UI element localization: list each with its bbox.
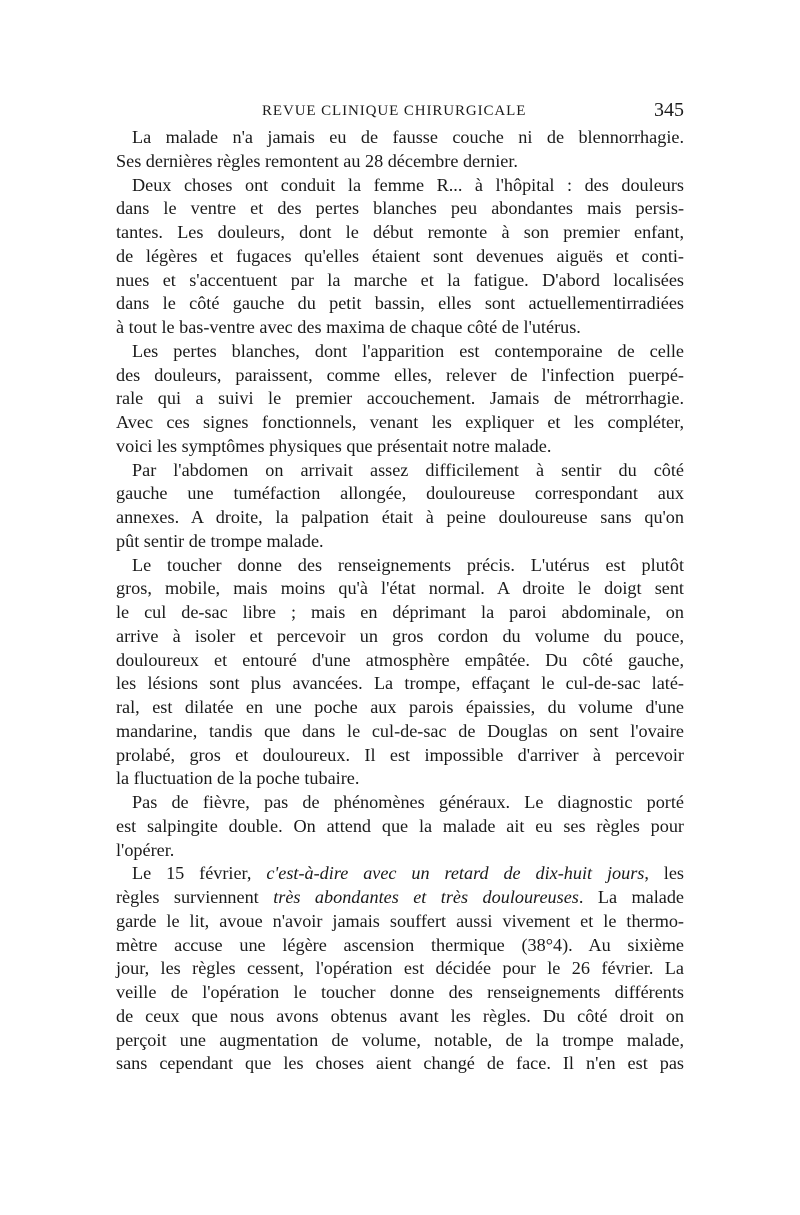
running-head <box>110 99 686 123</box>
running-title: REVUE CLINIQUE CHIRURGICALE <box>262 103 527 119</box>
text-line: veille de l'opération le toucher donne des renseignements différents <box>116 982 684 1002</box>
text-line: perçoit une augmentation de volume, notable, de la trompe malade, <box>116 1029 684 1050</box>
text-line: Pas de fièvre, pas de phénomènes généraux. Le diagnostic porté <box>132 792 684 812</box>
text-line: Avec ces signes fonctionnels, venant les expliquer et les compléter, <box>116 412 684 432</box>
text-line: voici les symptômes physiques que présentait notre malade. <box>116 435 552 456</box>
text-line <box>116 886 684 910</box>
text-line: des douleurs, paraissent, comme elles, relever de l'infection puerpé- <box>116 364 684 385</box>
text-line: tantes. Les douleurs, dont le début remonte à son premier enfant, <box>116 222 684 242</box>
text-run: . La malade <box>578 887 684 907</box>
text-line: Les pertes blanches, dont l'apparition est contemporaine de celle <box>132 340 684 361</box>
text-line: dans le ventre et des pertes blanches peu abondantes mais persis- <box>116 198 684 219</box>
text-line: l'opérer. <box>116 839 175 860</box>
text-line: nues et s'accentuent par la marche et la fatigue. D'abord localisées <box>116 269 684 290</box>
text-line: mètre accuse une légère ascension thermique (38°4). Au sixième <box>116 934 684 955</box>
text-line: gauche une tuméfaction allongée, douloureuse correspondant aux <box>116 483 684 504</box>
text-line: Deux choses ont conduit la femme R... à l'hôpital : des douleurs <box>132 174 684 195</box>
text-line: douloureux et entouré d'une atmosphère empâtée. Du côté gauche, <box>116 649 684 670</box>
text-line: la fluctuation de la poche tubaire. <box>116 768 360 789</box>
text-line: annexes. A droite, la palpation était à peine douloureuse sans qu'on <box>116 507 684 527</box>
text-line: sans cependant que les choses aient changé de face. Il n'en est pas <box>116 1053 684 1074</box>
text-line: rale qui a suivi le premier accouchement. Jamais de métrorrhagie. <box>116 388 684 409</box>
text-line: prolabé, gros et douloureux. Il est impossible d'arriver à percevoir <box>116 744 684 765</box>
text-line: pût sentir de trompe malade. <box>116 530 324 551</box>
text-line: gros, mobile, mais moins qu'à l'état normal. A droite le doigt sent <box>116 578 684 599</box>
text-line <box>116 862 684 886</box>
text-line: garde le lit, avoue n'avoir jamais souffert aussi vivement et le thermo- <box>116 910 684 931</box>
text-run: Le 15 février, <box>132 863 267 884</box>
text-run: , les <box>644 863 684 884</box>
text-line: le cul de-sac libre ; mais en déprimant la paroi abdominale, on <box>116 602 684 622</box>
text-line: La malade n'a jamais eu de fausse couche ni de blennorrhagie. <box>132 127 684 147</box>
text-line: Le toucher donne des renseignements précis. L'utérus est plutôt <box>132 554 684 575</box>
italic-text: très abondantes et très douloureuses <box>273 887 579 907</box>
text-line: Ses dernières règles remontent au 28 décembre dernier. <box>116 150 518 171</box>
text-line: à tout le bas-ventre avec des maxima de chaque côté de l'utérus. <box>116 317 581 337</box>
page-number: 345 <box>654 99 684 121</box>
text-line: les lésions sont plus avancées. La trompe, effaçant le cul-de-sac laté- <box>116 673 684 694</box>
text-line: est salpingite double. On attend que la malade ait eu ses règles pour <box>116 815 684 836</box>
text-line: mandarine, tandis que dans le cul-de-sac de Douglas on sent l'ovaire <box>116 720 684 741</box>
text-line: Par l'abdomen on arrivait assez difficilement à sentir du côté <box>132 459 684 480</box>
text-line: arrive à isoler et percevoir un gros cordon du volume du pouce, <box>116 625 684 646</box>
text-line: dans le côté gauche du petit bassin, elles sont actuellementirradiées <box>116 293 684 314</box>
body-text <box>116 126 684 1076</box>
text-run: règles surviennent <box>116 887 274 907</box>
text-line: ral, est dilatée en une poche aux parois épaissies, du volume d'une <box>116 697 684 717</box>
text-line: de ceux que nous avons obtenus avant les règles. Du côté droit on <box>116 1005 684 1026</box>
text-line: jour, les règles cessent, l'opération est décidée pour le 26 février. La <box>116 958 684 979</box>
text-line: de légères et fugaces qu'elles étaient sont devenues aiguës et conti- <box>116 245 684 266</box>
italic-text: c'est-à-dire avec un retard de dix-huit jours <box>266 863 645 884</box>
